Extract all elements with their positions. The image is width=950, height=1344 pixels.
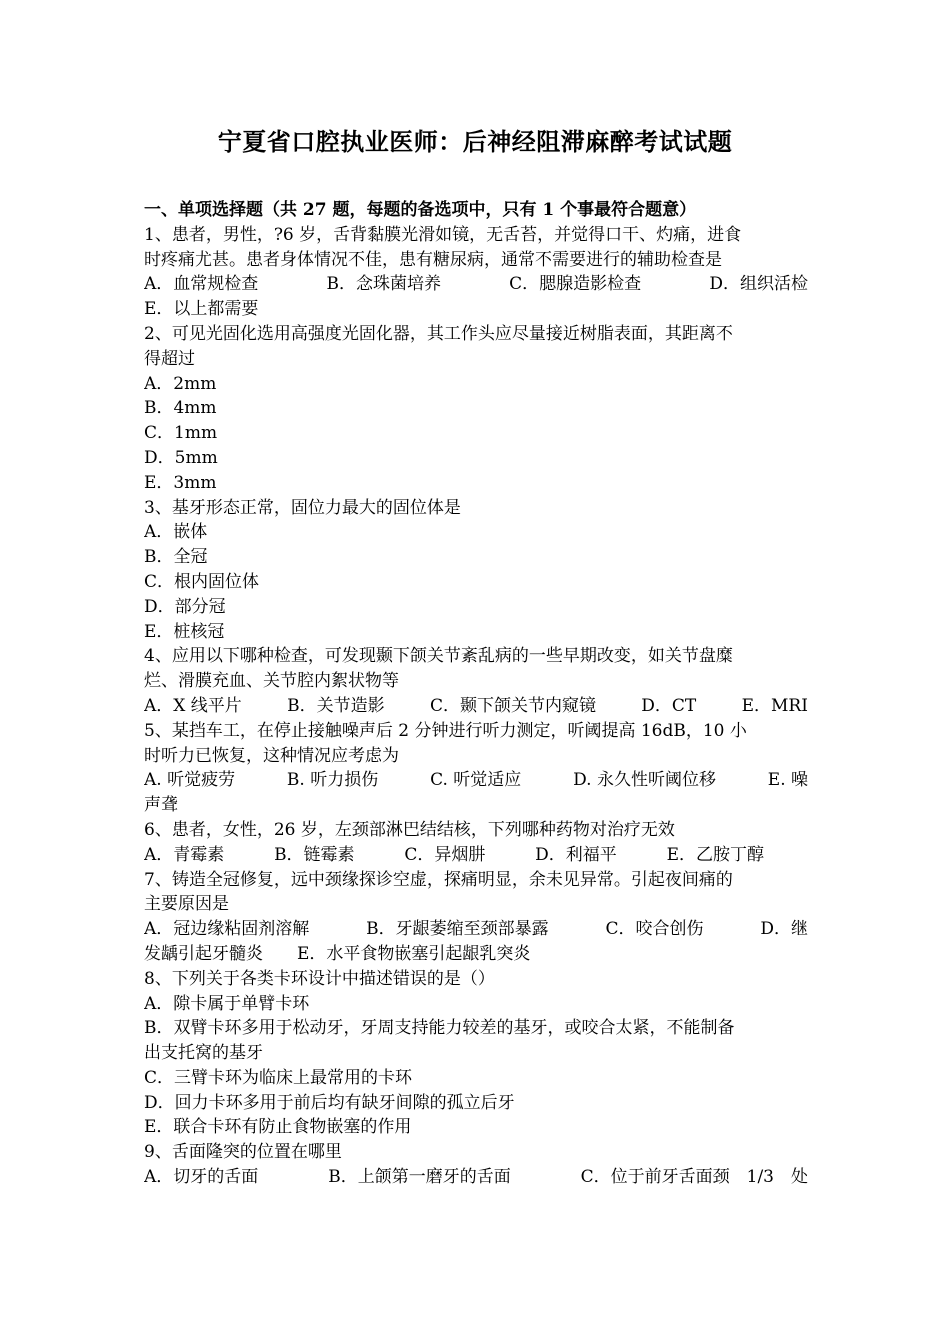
option: A．2mm xyxy=(144,373,217,394)
option: B．牙龈萎缩至颈部暴露 xyxy=(366,919,549,940)
option: D．5mm xyxy=(144,447,218,468)
question-stem-line: 8、下列关于各类卡环设计中描述错误的是（） xyxy=(144,968,495,989)
option: E. 噪 xyxy=(767,770,808,791)
option: 声聋 xyxy=(144,795,178,816)
option: C．咬合创伤 xyxy=(605,919,704,940)
option: A．青霉素 xyxy=(144,844,225,865)
option: C．根内固位体 xyxy=(144,571,260,592)
option: B．双臂卡环多用于松动牙，牙周支持能力较差的基牙，或咬合太紧，不能制备 xyxy=(144,1018,735,1039)
option: A. 听觉疲劳 xyxy=(144,770,236,791)
question-2 xyxy=(144,322,808,496)
question-stem-line: 主要原因是 xyxy=(144,894,229,915)
question-stem-line: 7、铸造全冠修复，远中颈缘探诊空虚，探痛明显，余未见异常。引起夜间痛的 xyxy=(144,869,733,890)
options-row xyxy=(144,1165,808,1190)
option: E．MRI xyxy=(741,695,808,716)
option: A．隙卡属于单臂卡环 xyxy=(144,993,310,1014)
option: D．继 xyxy=(760,919,808,940)
option: A．冠边缘粘固剂溶解 xyxy=(144,919,310,940)
option: B．链霉素 xyxy=(274,844,355,865)
option: C．异烟肼 xyxy=(404,844,486,865)
option: B．4mm xyxy=(144,398,217,419)
option: 出支托窝的基牙 xyxy=(144,1043,263,1064)
question-7 xyxy=(144,868,808,967)
question-9 xyxy=(144,1140,808,1190)
option: 发龋引起牙髓炎 E．水平食物嵌塞引起龈乳突炎 xyxy=(144,943,531,964)
option: E．桩核冠 xyxy=(144,621,225,642)
options-row xyxy=(144,768,808,793)
option: E．3mm xyxy=(144,472,217,493)
question-1 xyxy=(144,223,808,322)
question-stem-line: 时听力已恢复，这种情况应考虑为 xyxy=(144,745,399,766)
option: C．三臂卡环为临床上最常用的卡环 xyxy=(144,1067,413,1088)
option: C．颞下颌关节内窥镜 xyxy=(429,695,596,716)
question-stem-line: 9、舌面隆突的位置在哪里 xyxy=(144,1142,342,1163)
option: A．切牙的舌面 xyxy=(144,1167,259,1188)
section-heading: 一、单项选择题（共 27 题，每题的备选项中，只有 1 个事最符合题意） xyxy=(144,200,697,220)
option: C. 听觉适应 xyxy=(430,770,522,791)
option: D．利福平 xyxy=(535,844,617,865)
option: D．CT xyxy=(641,695,697,716)
question-stem-line: 得超过 xyxy=(144,348,195,369)
option: C．位于前牙舌面颈 1/3 处 xyxy=(580,1167,808,1188)
options-row xyxy=(144,843,764,868)
option: A．嵌体 xyxy=(144,522,208,543)
question-list xyxy=(144,198,808,1190)
question-stem-line: 2、可见光固化选用高强度光固化器，其工作头应尽量接近树脂表面，其距离不 xyxy=(144,323,733,344)
option: B. 听力损伤 xyxy=(286,770,379,791)
options-row xyxy=(144,272,808,297)
option: E．联合卡环有防止食物嵌塞的作用 xyxy=(144,1117,412,1138)
option: D．回力卡环多用于前后均有缺牙间隙的孤立后牙 xyxy=(144,1092,515,1113)
options-row xyxy=(144,917,808,942)
question-stem-line: 6、患者，女性，26 岁，左颈部淋巴结结核，下列哪种药物对治疗无效 xyxy=(144,819,675,840)
option: D．组织活检 xyxy=(709,274,808,295)
question-stem-line: 烂、滑膜充血、关节腔内絮状物等 xyxy=(144,671,399,692)
question-6 xyxy=(144,818,808,868)
option: D．部分冠 xyxy=(144,596,226,617)
option: A．X 线平片 xyxy=(144,695,242,716)
question-3 xyxy=(144,496,808,645)
option: B．念珠菌培养 xyxy=(326,274,441,295)
question-stem-line: 1、患者，男性，?6 岁，舌背黏膜光滑如镜，无舌苔，并觉得口干、灼痛，进食 xyxy=(144,224,742,245)
option: B．上颌第一磨牙的舌面 xyxy=(328,1167,511,1188)
question-stem-line: 3、基牙形态正常，固位力最大的固位体是 xyxy=(144,497,461,518)
question-stem-line: 5、某挡车工，在停止接触噪声后 2 分钟进行听力测定，听阈提高 16dB，10 小 xyxy=(144,720,747,741)
question-stem-line: 4、应用以下哪种检查，可发现颞下颌关节紊乱病的一些早期改变，如关节盘糜 xyxy=(144,646,733,667)
option: E．以上都需要 xyxy=(144,299,259,320)
question-8 xyxy=(144,967,808,1141)
option: B．关节造影 xyxy=(287,695,385,716)
option: C．1mm xyxy=(144,423,218,444)
options-row xyxy=(144,694,808,719)
question-stem-line: 时疼痛尤甚。患者身体情况不佳，患有糖尿病，通常不需要进行的辅助检查是 xyxy=(144,249,722,270)
option: A．血常规检查 xyxy=(144,274,259,295)
option: C．腮腺造影检查 xyxy=(509,274,642,295)
option: D. 永久性听阈位移 xyxy=(573,770,716,791)
option: B．全冠 xyxy=(144,547,208,568)
option: E．乙胺丁醇 xyxy=(666,844,764,865)
question-5 xyxy=(144,719,808,818)
question-4 xyxy=(144,644,808,718)
document-title: 宁夏省口腔执业医师：后神经阻滞麻醉考试试题 xyxy=(217,127,733,156)
